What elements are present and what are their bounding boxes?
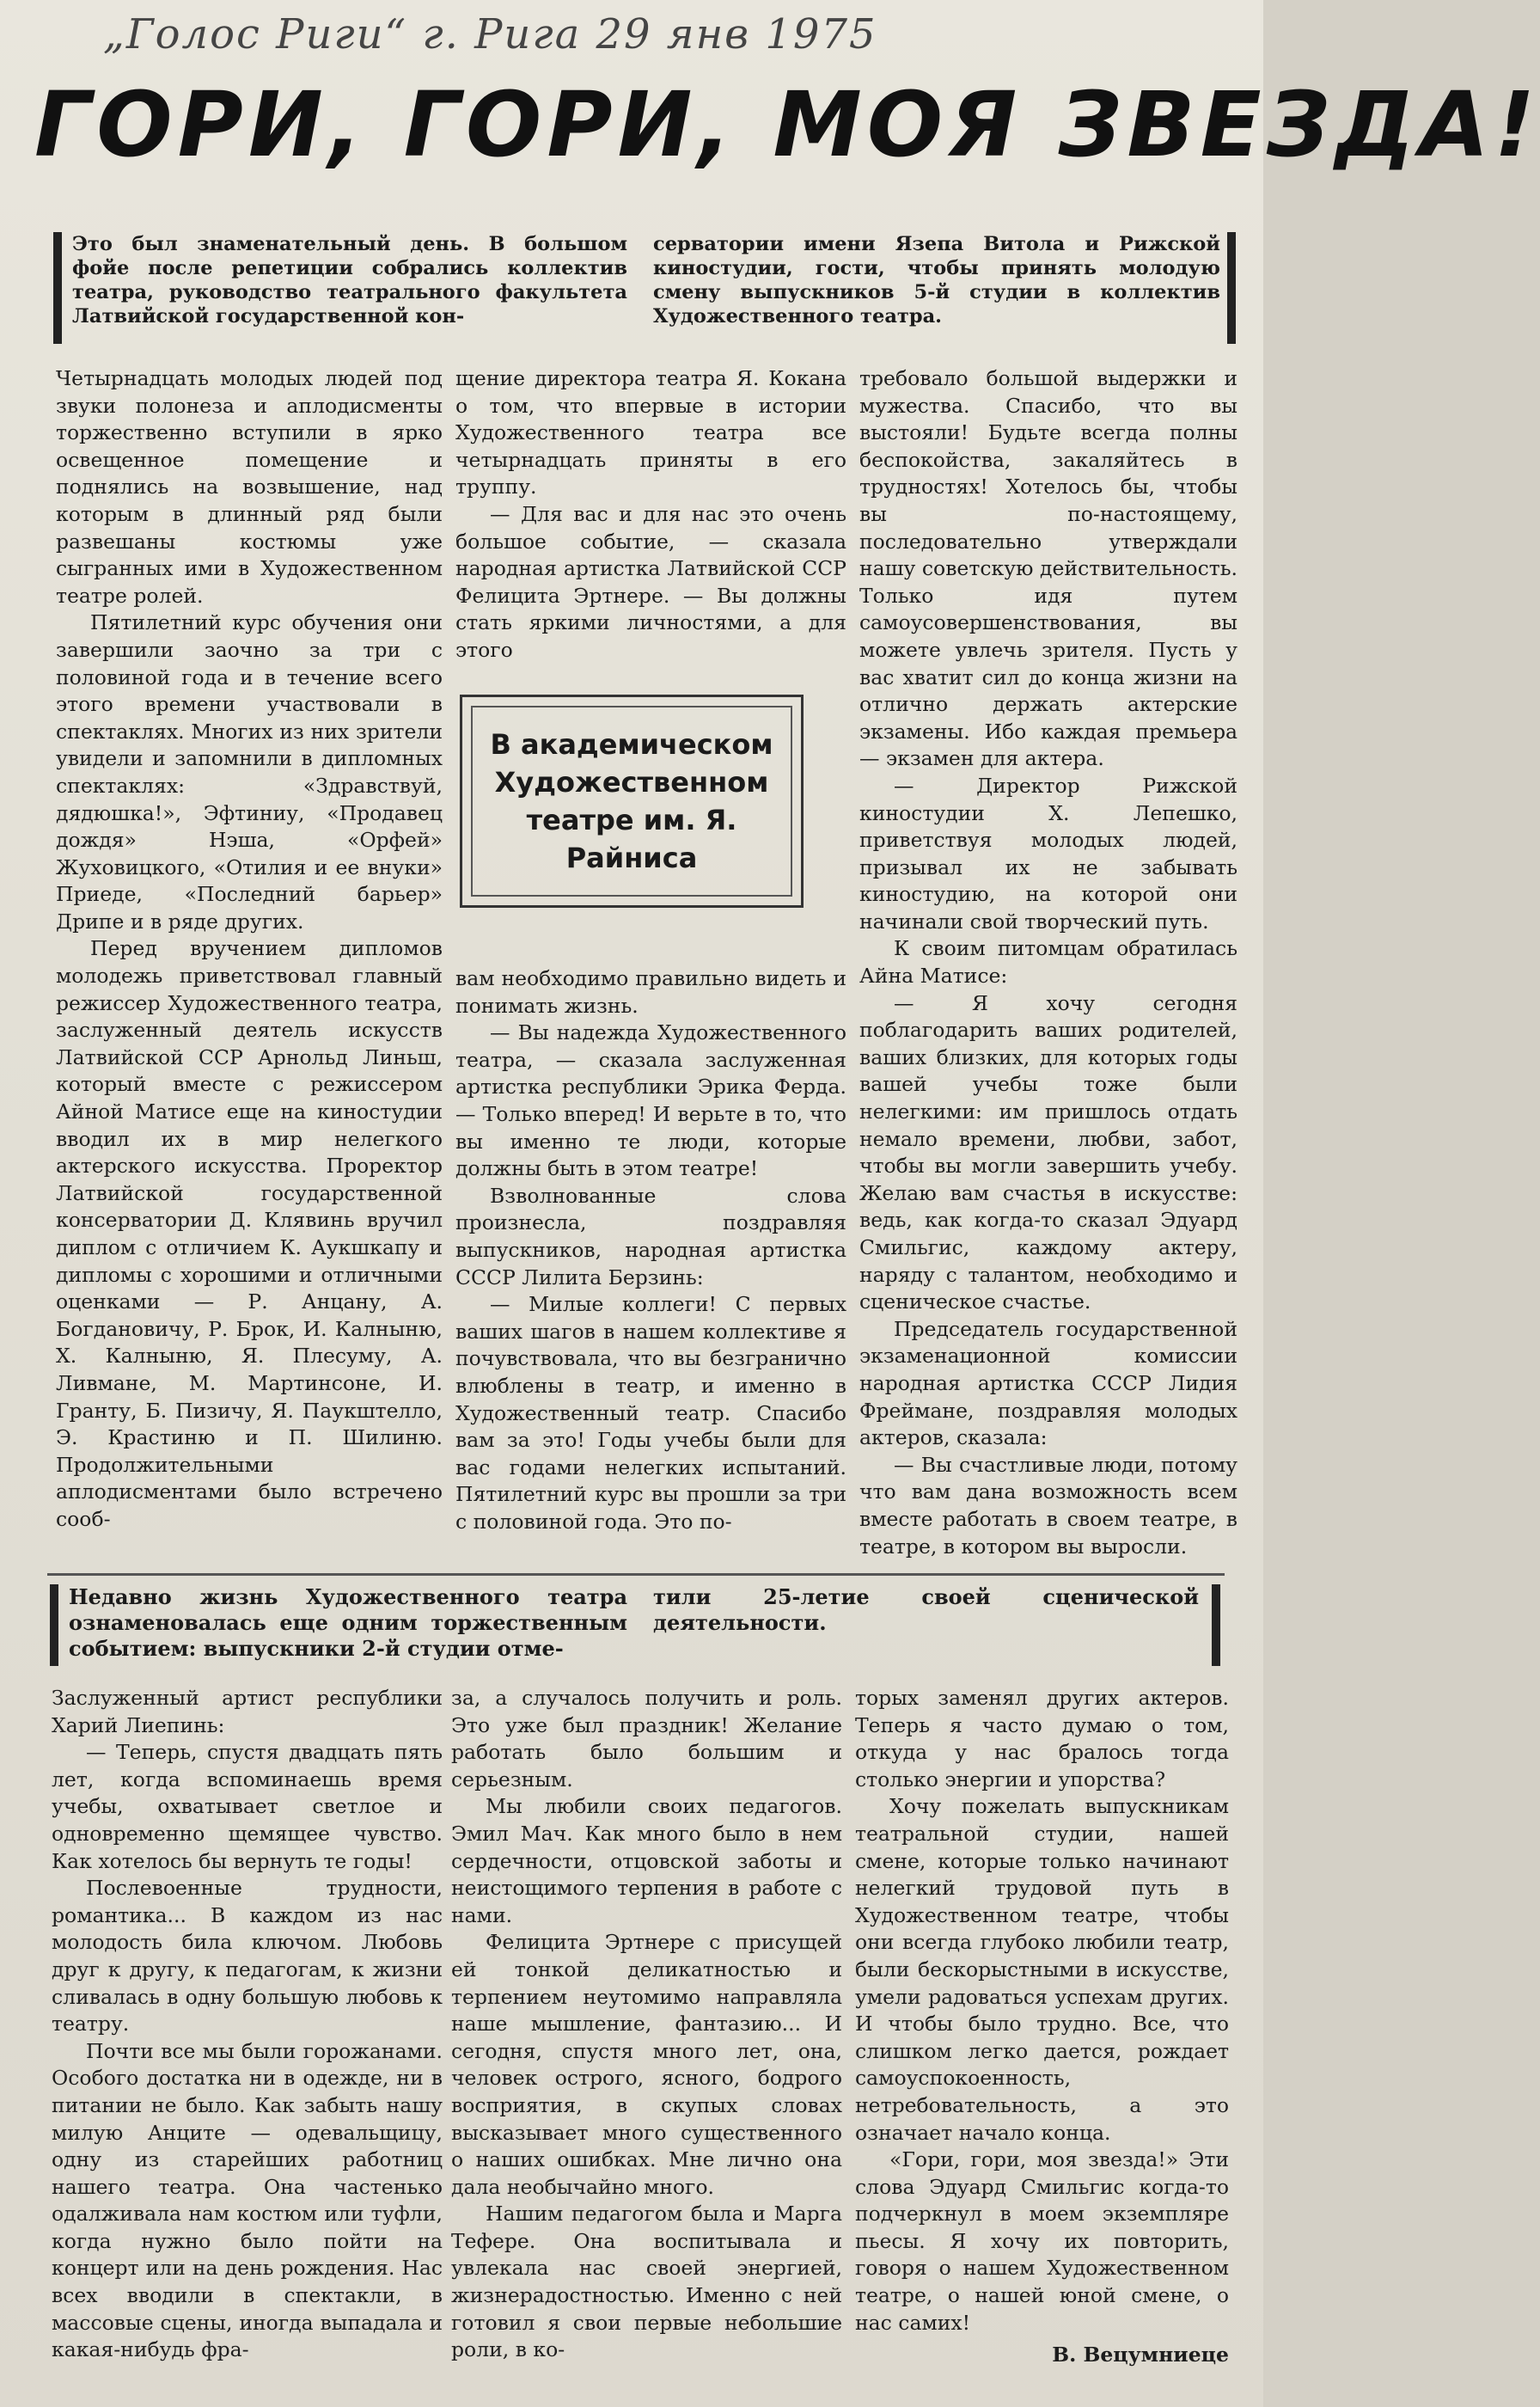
section2-column-2 bbox=[451, 1685, 842, 2398]
section1-col2-paragraph: — Вы надежда Художественного театра, — сказала заслуженная артистка республики Эрика Ферда. — Только вперед! И верьте в то, что вы именно те люди, которые должны быть в этом театре! bbox=[455, 1020, 846, 1181]
section2-col3-paragraph: Хочу пожелать выпускникам театральной студии, нашей смене, которые только начинают нелегкий трудовой путь в Художественном театре, чтобы они всегда глубоко любили театр, были бескорыстными в искусстве, умели радоваться успехам других. И чтобы было трудно. Все, что слишком легко дается, рождает самоуспокоенность, нетребовательность, а это означает начало конца. bbox=[855, 1794, 1229, 2145]
section-divider bbox=[47, 1573, 1225, 1576]
handwritten-source-note: „Голос Риги“ г. Рига 29 янв 1975 bbox=[103, 10, 877, 58]
sublead-left-bar bbox=[50, 1584, 58, 1666]
section1-col3-paragraph: К своим питомцам обратилась Айна Матисе: bbox=[859, 936, 1238, 989]
theatre-title-box bbox=[460, 695, 804, 908]
theatre-title: В академическом Художественном театре им. Я. Райниса bbox=[471, 706, 792, 897]
lead-right: серватории имени Язепа Витола и Рижской киностудии, гости, чтобы принять молодую смену выпускников 5-й студии в коллектив Художественного театра. bbox=[653, 233, 1220, 328]
section1-col3-paragraph: требовало большой выдержки и мужества. Спасибо, что вы выстояли! Будьте всегда полны беспокойства, закаляйтесь в трудностях! Хотелось бы, чтобы вы по-настоящему, последовательно утверждали нашу советскую действительность. Только идя путем самоусовершенствования, вы можете увлечь зрителя. Пусть у вас хватит сил до конца жизни на отлично держать актерские экзамены. Ибо каждая премьера — экзамен для актера. bbox=[859, 366, 1238, 771]
section1-col2-paragraph: вам необходимо правильно видеть и понимать жизнь. bbox=[455, 966, 846, 1018]
section2-col1-paragraph: Послевоенные трудности, романтика... В каждом из нас молодость била ключом. Любовь друг к другу, к педагогам, к жизни сливалась в одну большую любовь к театру. bbox=[52, 1876, 443, 2036]
section1-column-1 bbox=[56, 365, 443, 1560]
section2-col3-paragraph: «Гори, гори, моя звезда!» Эти слова Эдуард Смильгис когда-то подчеркнул в моем экземпляре пьесы. Я хочу их повторить, говоря о нашем Художественном театре, о нашей юной смене, о нас самих! bbox=[855, 2147, 1229, 2335]
section2-col2-paragraph: Фелицита Эртнере с присущей ей тонкой деликатностью и терпением неутомимо направляла наше мышление, фантазию... И сегодня, спустя много лет, она, человек острого, ясного, бодрого восприятия, в скупых словах высказывает много существенного о наших ошибках. Мне лично она дала необычайно много. bbox=[451, 1930, 842, 2199]
section2-col1-paragraph: Заслуженный артист республики Харий Лиепинь: bbox=[52, 1686, 443, 1737]
section2-col2-paragraph: Нашим педагогом была и Марга Тефере. Она воспитывала и увлекала нас своей энергией, жизнерадостностью. Именно с ней готовил я свои первые небольшие роли, в ко- bbox=[451, 2202, 842, 2362]
lead-left: Это был знаменательный день. В большом фойе после репетиции собрались коллектив театра, руководство театрального факультета Латвийской государственной кон- bbox=[72, 233, 627, 328]
sublead-right: тили 25-летие своей сценической деятельности. bbox=[653, 1584, 1199, 1635]
section2-col2-paragraph: за, а случалось получить и роль. Это уже был праздник! Желание работать было большим и серьезным. bbox=[451, 1686, 842, 1791]
section1-col1-paragraph: Пятилетний курс обучения они завершили заочно за три с половиной года и в течение всего этого времени участвовали в спектаклях. Многих из них зрители увидели и запомнили в дипломных спектаклях: «Здравствуй, дядюшка!», Эфтиниу, «Продавец дождя» Нэша, «Орфей» Жуховицкого, «Отилия и ее внуки» Приеде, «Последний барьер» Дрипе и в ряде других. bbox=[56, 610, 443, 934]
section2-col2-paragraph: Мы любили своих педагогов. Эмил Мач. Как много было в нем сердечности, отцовской заботы и неистощимого терпения в работе с нами. bbox=[451, 1794, 842, 1927]
section1-col2-paragraph: щение директора театра Я. Кокана о том, что впервые в истории Художественного театра все четырнадцать приняты в его труппу. bbox=[455, 366, 846, 499]
lead-left-bar bbox=[53, 232, 62, 344]
section1-col2-paragraph: Взволнованные слова произнесла, поздравляя выпускников, народная артистка СССР Лилита Берзинь: bbox=[455, 1183, 846, 1289]
sublead-right-bar bbox=[1212, 1584, 1220, 1666]
section1-column-2-top bbox=[455, 365, 846, 688]
section2-col1-paragraph: Почти все мы были горожанами. Особого достатка ни в одежде, ни в питании не было. Как забыть нашу милую Анците — одевальщицу, одну из старейших работниц нашего театра. Она частенько одалживала нам костюм или туфли, когда нужно было пойти на концерт или на день рождения. Нас всех вводили в спектакли, в массовые сцены, иногда выпадала и какая-нибудь фра- bbox=[52, 2038, 443, 2362]
author-signature: В. Вецумниеце bbox=[1052, 2343, 1229, 2367]
section1-col2-paragraph: — Для вас и для нас это очень большое событие, — сказала народная артистка Латвийской ССР Фелицита Эртнере. — Вы должны стать яркими личностями, а для этого bbox=[455, 501, 846, 662]
section1-column-2-bottom bbox=[455, 965, 846, 1567]
sublead-left: Недавно жизнь Художественного театра ознаменовалась еще одним торжественным событием: выпускники 2-й студии отме- bbox=[69, 1584, 627, 1661]
section1-col1-paragraph: Перед вручением дипломов молодежь приветствовал главный режиссер Художественного театра, заслуженный деятель искусств Латвийской ССР Арнольд Линьш, который вместе с режиссером Айной Матисе еще на киностудии вводил их в мир нелегкого актерского искусства. Проректор Латвийской государственной консерватории Д. Клявинь вручил диплом с отличием К. Аукшкапу и дипломы с хорошими и отличными оценками — Р. Анцану, А. Богдановичу, Р. Брок, И. Калныню, Х. Калныню, Я. Плесуму, А. Ливмане, М. Мартинсоне, И. Гранту, Б. Пизичу, Я. Паукштелло, Э. Крастиню и П. Шилиню. Продолжительными аплодисментами было встречено сооб- bbox=[56, 936, 443, 1531]
headline: ГОРИ, ГОРИ, МОЯ ЗВЕЗДА! bbox=[34, 72, 1540, 177]
section2-column-3 bbox=[855, 1685, 1229, 2398]
section1-col1-paragraph: Четырнадцать молодых людей под звуки полонеза и аплодисменты торжественно вступили в ярко освещенное помещение и поднялись на возвышение, над которым в длинный ряд были развешаны костюмы уже сыгранных ими в Художественном театре ролей. bbox=[56, 366, 443, 608]
section2-column-1 bbox=[52, 1685, 443, 2398]
section2-col3-paragraph: торых заменял других актеров. Теперь я часто думаю о том, откуда у нас бралось тогда столько энергии и упорства? bbox=[855, 1686, 1229, 1791]
section1-col2-paragraph: — Милые коллеги! С первых ваших шагов в нашем коллективе я почувствовала, что вы безгранично влюблены в театр, и именно в Художественный театр. Спасибо вам за это! Годы учебы были для вас годами нелегких испытаний. Пятилетний курс вы прошли за три с половиной года. Это по- bbox=[455, 1292, 846, 1534]
section2-col1-paragraph: — Теперь, спустя двадцать пять лет, когда вспоминаешь время учебы, охватывает светлое и одновременно щемящее чувство. Как хотелось бы вернуть те годы! bbox=[52, 1740, 443, 1873]
section1-column-3 bbox=[859, 365, 1238, 1560]
section1-col3-paragraph: — Вы счастливые люди, потому что вам дана возможность всем вместе работать в своем театре, в театре, в котором вы выросли. bbox=[859, 1452, 1238, 1559]
section1-col3-paragraph: Председатель государственной экзаменационной комиссии народная артистка СССР Лидия Фреймане, поздравляя молодых актеров, сказала: bbox=[859, 1316, 1238, 1450]
section1-col3-paragraph: — Я хочу сегодня поблагодарить ваших родителей, ваших близких, для которых годы вашей учебы тоже были нелегкими: им пришлось отдать немало времени, любви, забот, чтобы вы могли завершить учебу. Желаю вам счастья в искусстве: ведь, как когда-то сказал Эдуард Смильгис, каждому актеру, наряду с талантом, необходимо и сценическое счастье. bbox=[859, 990, 1238, 1314]
lead-right-bar bbox=[1227, 232, 1236, 344]
section1-col3-paragraph: — Директор Рижской киностудии Х. Лепешко, приветствуя молодых людей, призывал их не забывать киностудию, на которой они начинали свой творческий путь. bbox=[859, 773, 1238, 934]
